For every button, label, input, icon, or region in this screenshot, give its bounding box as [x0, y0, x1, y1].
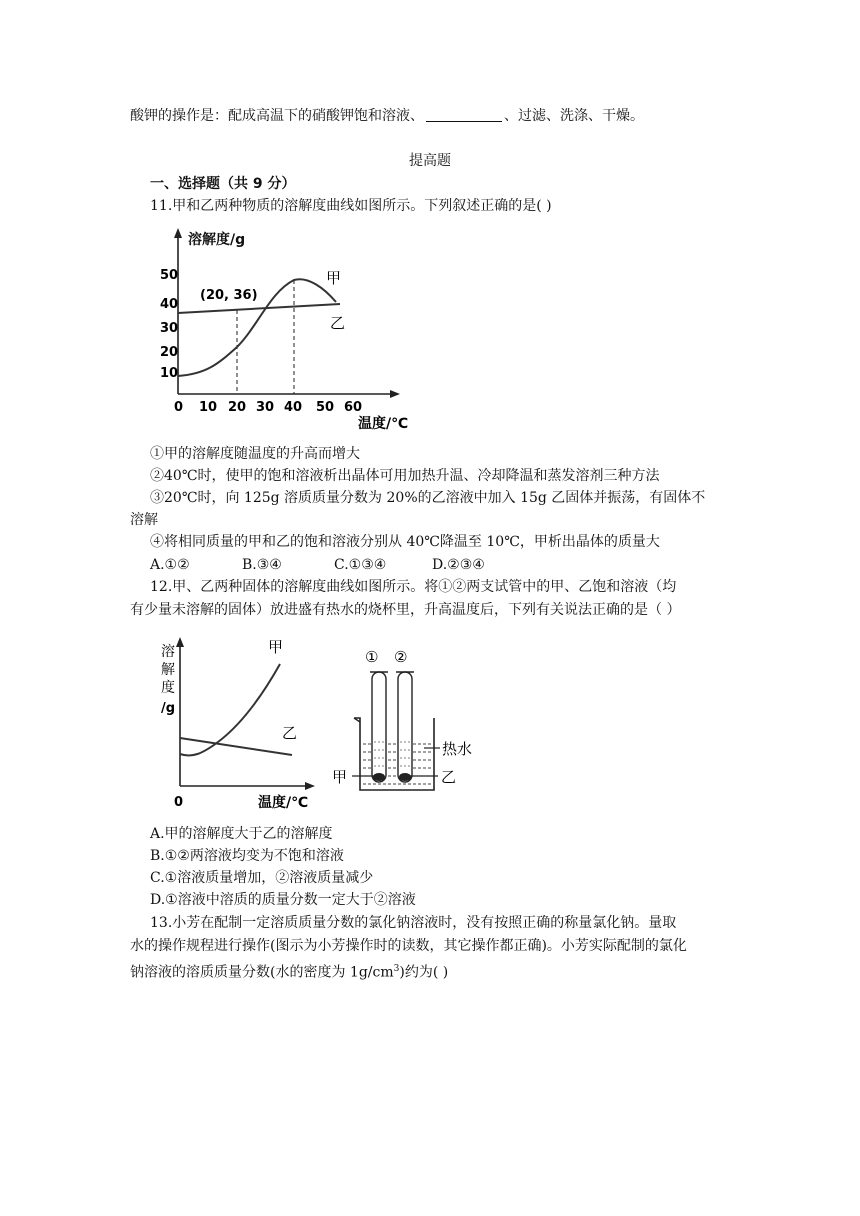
solid-yi: [399, 773, 411, 781]
q11-ytick-50: 50: [160, 268, 179, 283]
tube-2-label: ②: [394, 648, 408, 666]
q12-label-jia: 甲: [268, 638, 284, 656]
q11-options: [150, 555, 485, 575]
tube-1: [372, 672, 386, 782]
q12-curve-yi: [180, 738, 292, 755]
q11-ytick-10: 10: [160, 366, 179, 381]
q11-xtick-50: 50: [316, 400, 335, 415]
q11-statement-2: ②40℃时，使甲的饱和溶液析出晶体可用加热升温、冷却降温和蒸发溶剂三种方法: [150, 468, 660, 484]
q11-annotation: (20, 36): [200, 288, 258, 303]
section-heading: [150, 174, 296, 194]
q11-x-arrow: [390, 390, 400, 398]
q12-option-c[interactable]: C.①溶液质量增加，②溶液质量减少: [150, 870, 374, 886]
q13-line1: 13.小芳在配制一定溶质质量分数的氯化钠溶液时，没有按照正确的称量氯化钠。量取: [150, 915, 677, 931]
q11-option-c[interactable]: C.①③④: [334, 557, 387, 573]
hot-water-label: 热水: [442, 740, 473, 758]
q12-label-yi: 乙: [282, 724, 298, 742]
solid-jia: [373, 773, 385, 781]
q11-xtick-40: 40: [284, 400, 303, 415]
q12-y-arrow: [176, 637, 184, 647]
q11-xtick-10: 10: [199, 400, 218, 415]
q11-solubility-chart: [158, 222, 418, 437]
tube-2: [398, 672, 412, 782]
q12-x-arrow: [305, 782, 315, 790]
q11-y-arrow: [174, 228, 182, 238]
q11-option-d[interactable]: D.②③④: [432, 557, 485, 573]
q11-option-a[interactable]: A.①②: [150, 557, 190, 573]
q11-xtick-0: 0: [174, 400, 184, 415]
q12-stem-line2: 有少量未溶解的固体）放进盛有热水的烧杯里，升高温度后，下列有关说法正确的是（ ）: [130, 602, 681, 618]
q12-xlabel: 温度/℃: [258, 795, 309, 811]
q11-ytick-40: 40: [160, 297, 179, 312]
intro-text-after: 、过滤、洗涤、干燥。: [504, 108, 644, 124]
q11-label-yi: 乙: [330, 314, 346, 332]
q12-ylabel-4: /g: [161, 701, 176, 716]
q11-statement-1: ①甲的溶解度随温度的升高而增大: [150, 446, 360, 462]
q12-ylabel-3: 度: [161, 680, 175, 696]
section-heading-text: 一、选择题（共 9 分）: [150, 176, 296, 192]
q11-ytick-20: 20: [160, 345, 179, 360]
q12-ylabel-2: 解: [161, 662, 175, 678]
section-title: 提高题: [409, 153, 451, 169]
q13-line2: 水的操作规程进行操作(图示为小芳操作时的读数，其它操作都正确)。小芳实际配制的氯化: [130, 938, 687, 954]
q13-line3-before: 钠溶液的溶质质量分数(水的密度为 1g/cm: [130, 964, 394, 981]
q11-statement-4: ④将相同质量的甲和乙的饱和溶液分别从 40℃降温至 10℃，甲析出晶体的质量大: [150, 534, 660, 550]
q11-option-b[interactable]: B.③④: [242, 557, 282, 573]
q13-line3: [130, 959, 448, 983]
q11-xlabel: 温度/℃: [358, 416, 409, 432]
q11-curve-yi: [178, 304, 340, 313]
q11-statement-3: ③20℃时，向 125g 溶质质量分数为 20%的乙溶液中加入 15g 乙固体并振荡，有固体不: [150, 490, 706, 506]
q12-option-b[interactable]: B.①②两溶液均变为不饱和溶液: [150, 848, 344, 864]
q13-superscript: 3: [393, 964, 400, 974]
q11-statement-3-cont: 溶解: [130, 512, 158, 528]
q11-ytick-30: 30: [160, 321, 179, 336]
q12-origin: 0: [174, 795, 184, 810]
q11-xtick-60: 60: [344, 400, 363, 415]
q12-solubility-chart: [158, 632, 318, 817]
q11-xtick-30: 30: [256, 400, 275, 415]
intro-line: [130, 106, 644, 126]
beaker-outline: [354, 718, 434, 790]
q12-option-a[interactable]: A.甲的溶解度大于乙的溶解度: [150, 826, 333, 842]
q12-option-d[interactable]: D.①溶液中溶质的质量分数一定大于②溶液: [150, 892, 416, 908]
answer-blank[interactable]: [426, 107, 502, 122]
beaker-label-yi: 乙: [441, 768, 457, 786]
q12-curve-jia: [180, 664, 280, 756]
q11-stem: 11.甲和乙两种物质的溶解度曲线如图所示。下列叙述正确的是( ): [150, 198, 552, 214]
q12-ylabel-1: 溶: [161, 644, 175, 660]
q13-line3-after: )约为( ): [399, 964, 449, 981]
q12-stem-line1: 12.甲、乙两种固体的溶解度曲线如图所示。将①②两支试管中的甲、乙饱和溶液（均: [150, 579, 677, 595]
q12-beaker-diagram: [330, 644, 490, 794]
q11-ylabel: 溶解度/g: [188, 232, 246, 248]
intro-text-before: 酸钾的操作是：配成高温下的硝酸钾饱和溶液、: [130, 108, 424, 124]
q11-label-jia: 甲: [326, 269, 342, 287]
tube-1-label: ①: [365, 648, 379, 666]
beaker-label-jia: 甲: [332, 768, 348, 786]
q11-xtick-20: 20: [228, 400, 247, 415]
